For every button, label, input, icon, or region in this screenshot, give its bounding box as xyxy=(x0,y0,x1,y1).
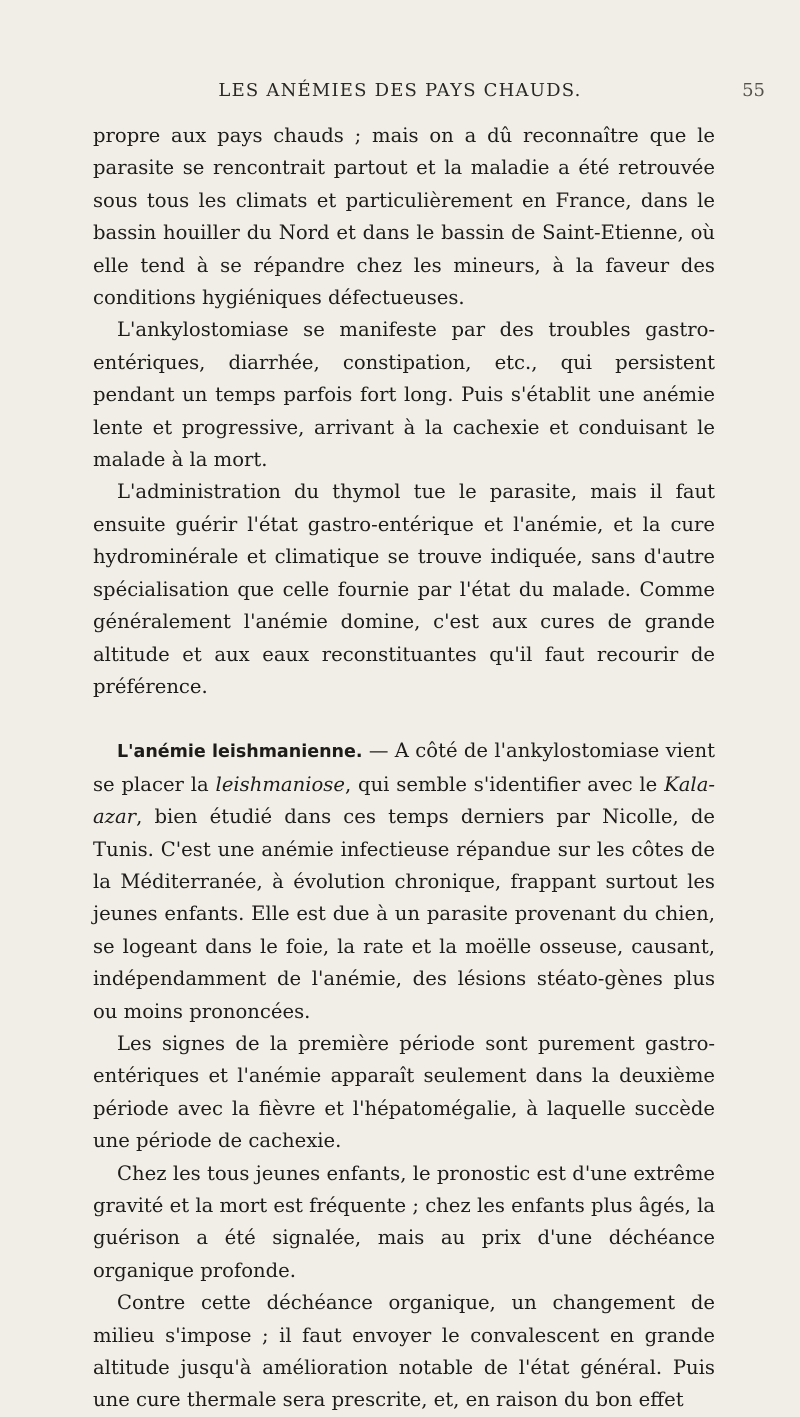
section-paragraph xyxy=(93,735,715,1028)
text-run: — A côté de l'ankylostomiase vient se placer la xyxy=(93,739,716,796)
paragraph: Contre cette déchéance organique, un changement de milieu s'impose ; il faut envoyer le convalescent en grande altitude jusqu'à amélioration notable de l'état général. Puis une cure thermale sera prescrite, et, en raison du bon effet xyxy=(93,1291,715,1412)
paragraph: Chez les tous jeunes enfants, le pronostic est d'une extrême gravité et la mort est fréquente ; chez les enfants plus âgés, la guérison a été signalée, mais au prix d'une déchéance organique profonde. xyxy=(93,1161,716,1282)
italic-term: leishmaniose xyxy=(215,772,345,796)
paragraph: Les signes de la première période sont purement gastro-entériques et l'anémie apparaît seulement dans la deuxième période avec la fièvre et l'hépatomégalie, à laquelle succède une période de cachexie. xyxy=(93,1031,715,1153)
body-text xyxy=(93,120,715,1417)
paragraph: propre aux pays chauds ; mais on a dû reconnaître que le parasite se rencontrait partout et la maladie a été retrouvée sous tous les climats et particulièrement en France, dans le bassin houiller du Nord et dans le bassin de Saint-Etienne, où elle tend à se répandre chez les mineurs, à la faveur des conditions hygiéniques défectueuses. xyxy=(93,124,715,310)
section-heading: L'anémie leishmanienne. xyxy=(117,742,363,763)
page-header xyxy=(0,80,800,110)
paragraph: L'ankylostomiase se manifeste par des troubles gastro-entériques, diarrhée, constipation, etc., qui persistent pendant un temps parfois fort long. Puis s'établit une anémie lente et progressive, arrivant à la cachexie et conduisant le malade à la mort. xyxy=(93,318,715,472)
page-number: 55 xyxy=(742,80,765,101)
text-run: , qui semble s'identifier avec le xyxy=(344,772,665,796)
text-run: , bien étudié dans ces temps derniers par Nicolle, de Tunis. C'est une anémie infectieuse répandue sur les côtes de la Méditerranée, à évolution chronique, frappant surtout les jeunes enfants. Elle est due à un parasite provenant du chien, se logeant dans le foie, la rate et la moëlle osseuse, causant, indépendamment de l'anémie, des lésions stéato-gènes plus ou moins prononcées. xyxy=(93,805,715,1023)
paragraph: L'administration du thymol tue le parasite, mais il faut ensuite guérir l'état gastro-entérique et l'anémie, et la cure hydrominérale et climatique se trouve indiquée, sans d'autre spécialisation que celle fournie par l'état du malade. Comme généralement l'anémie domine, c'est aux cures de grande altitude et aux eaux reconstituantes qu'il faut recourir de préférence. xyxy=(93,480,715,698)
italic-term: Kala-azar xyxy=(93,772,715,829)
running-title: LES ANÉMIES DES PAYS CHAUDS. xyxy=(218,80,582,101)
